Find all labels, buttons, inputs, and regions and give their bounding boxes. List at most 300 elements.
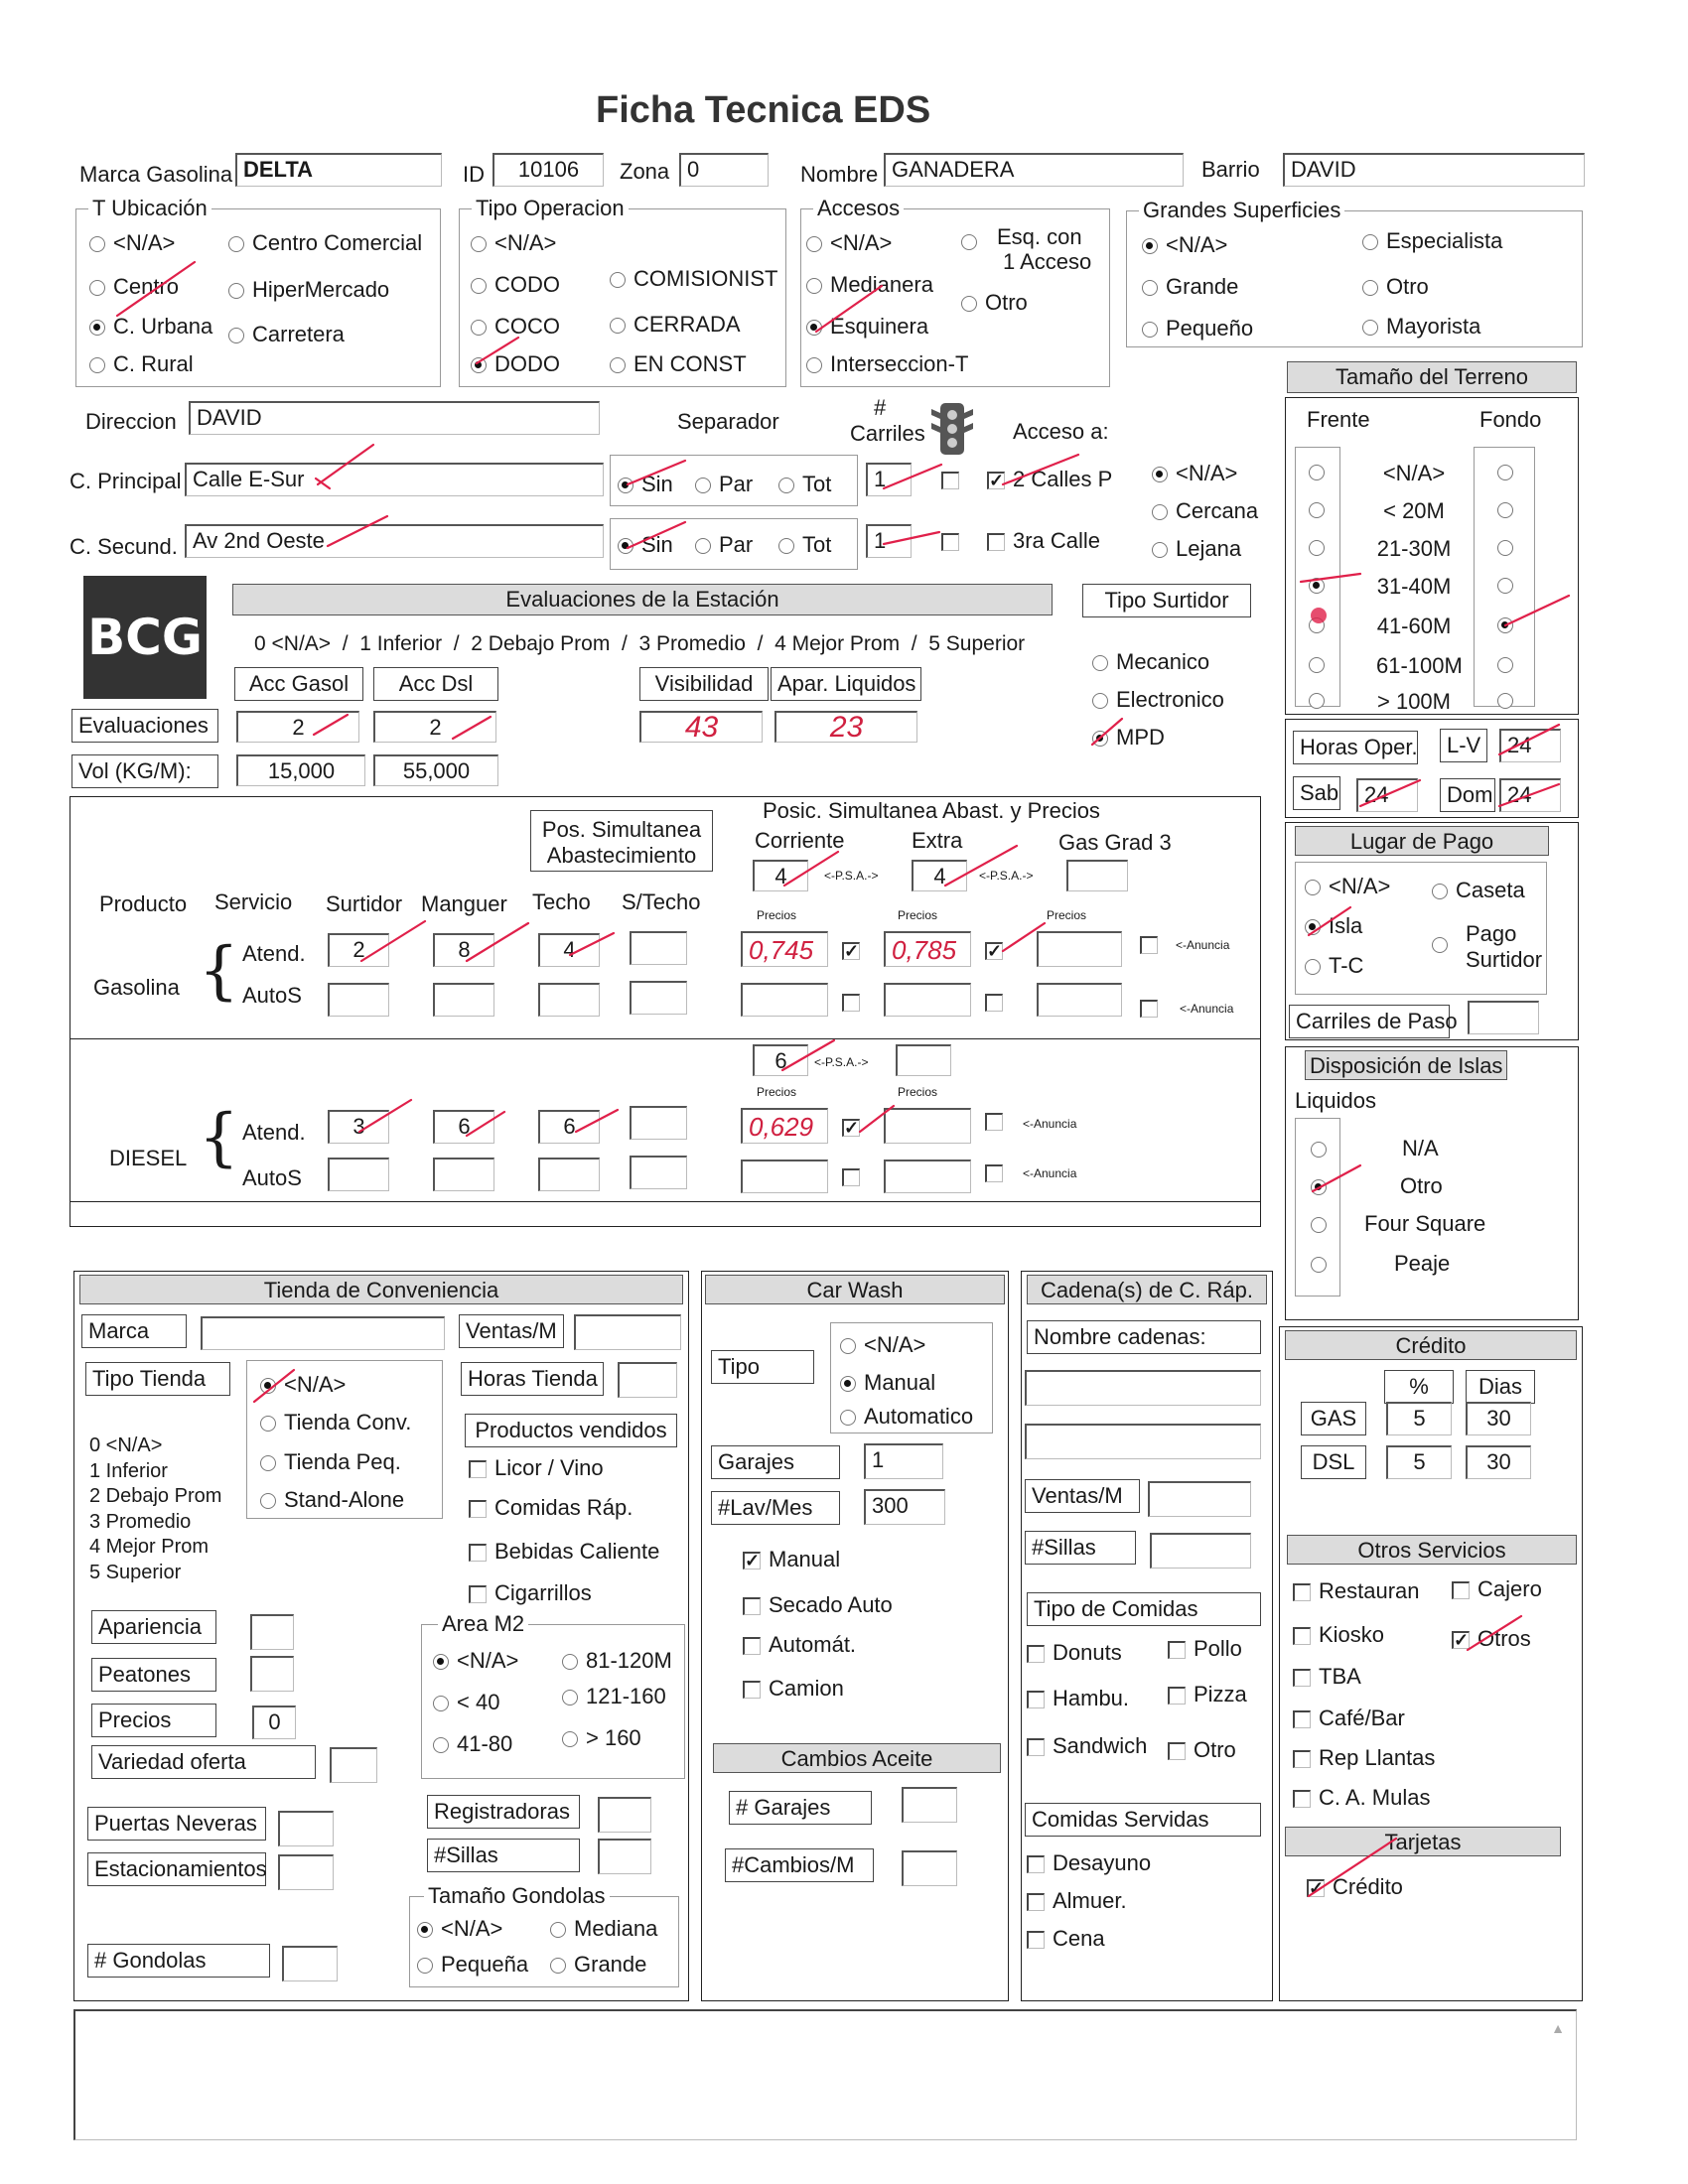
operacion-title: Tipo Operacion <box>472 198 629 219</box>
direccion-label: Direccion <box>85 409 177 434</box>
dom-label: Dom <box>1440 778 1495 812</box>
servicio-col: Servicio <box>214 889 293 914</box>
accesos-na[interactable]: <N/A> <box>806 232 892 254</box>
pago-na[interactable]: <N/A> <box>1305 876 1390 897</box>
servida-desayuno[interactable]: Desayuno <box>1027 1852 1151 1874</box>
diesel-label: DIESEL <box>109 1146 188 1170</box>
acceso-a-label: Acceso a: <box>1013 419 1109 444</box>
operacion-na[interactable]: <N/A> <box>471 232 556 254</box>
notes-textarea[interactable] <box>73 2009 1577 2140</box>
grandes-mayorista[interactable]: Mayorista <box>1362 316 1480 338</box>
comida-otro[interactable]: Otro <box>1168 1739 1236 1761</box>
operacion-cerrada[interactable]: CERRADA <box>610 314 741 336</box>
tipo-tienda-na[interactable]: <N/A> <box>260 1374 346 1396</box>
id-field[interactable]: 10106 <box>492 153 604 187</box>
marca-field[interactable]: DELTA <box>235 153 442 187</box>
pago-caseta[interactable]: Caseta <box>1432 880 1525 901</box>
terreno-header: Tamaño del Terreno <box>1287 361 1577 393</box>
operacion-coco[interactable]: COCO <box>471 316 560 338</box>
cadenas-sillas-field[interactable] <box>1150 1533 1251 1569</box>
prod-cigarrillos[interactable]: Cigarrillos <box>469 1582 592 1604</box>
terreno-row-label-6: > 100M <box>1377 689 1451 714</box>
extra-label: Extra <box>912 828 963 853</box>
horas-oper-label: Horas Oper. <box>1293 731 1418 764</box>
terreno-frente-radio-5[interactable] <box>1309 653 1333 675</box>
grandes-title: Grandes Superficies <box>1139 200 1344 221</box>
carwash-check-automat[interactable]: Automát. <box>743 1634 856 1656</box>
grandes-otro[interactable]: Otro <box>1362 276 1429 298</box>
tienda-marca-field[interactable] <box>201 1316 445 1350</box>
terreno-fondo-radio-1[interactable] <box>1497 498 1521 520</box>
area-121-160[interactable]: 121-160 <box>562 1686 666 1707</box>
operacion-codo[interactable]: CODO <box>471 274 560 296</box>
carwash-lav-field[interactable]: 300 <box>864 1489 945 1525</box>
carwash-garajes-label: Garajes <box>711 1445 840 1479</box>
area-81-120[interactable]: 81-120M <box>562 1650 672 1672</box>
scrollbar-up-icon[interactable]: ▲ <box>1551 2020 1565 2036</box>
tienda-scale-item-3: 3 Promedio <box>89 1510 192 1533</box>
ubicacion-centro-comercial[interactable]: Centro Comercial <box>228 232 422 254</box>
psa-3: <-P.S.A.-> <box>814 1055 869 1069</box>
producto-divider-bottom <box>70 1201 1261 1202</box>
terreno-fondo-radio-0[interactable] <box>1497 461 1521 482</box>
pago-surtidor[interactable] <box>1432 933 1456 955</box>
d-atend-manguer[interactable]: 6 <box>433 1110 494 1144</box>
accesos-medianera[interactable]: Medianera <box>806 274 933 296</box>
precios-field[interactable]: 0 <box>252 1706 296 1739</box>
pago-header: Lugar de Pago <box>1295 826 1549 856</box>
d-atend-precio-2[interactable] <box>884 1108 971 1144</box>
tipo-tienda-label: Tipo Tienda <box>85 1362 230 1396</box>
islas-header: Disposición de Islas <box>1305 1050 1507 1080</box>
d-autos-label: AutoS <box>242 1165 302 1190</box>
lv-label: L-V <box>1440 729 1487 762</box>
d-atend-precio-1[interactable]: 0,629 <box>741 1108 828 1144</box>
g-autos-manguer[interactable] <box>433 983 494 1017</box>
precios-col-3: Precios <box>1047 908 1087 922</box>
servida-cena[interactable]: Cena <box>1027 1928 1105 1950</box>
id-label: ID <box>463 162 485 187</box>
terreno-fondo-radio-6[interactable] <box>1497 689 1521 711</box>
g-atend-anuncia-1[interactable]: ✓ <box>844 941 860 962</box>
accesos-title: Accesos <box>813 198 904 219</box>
terreno-fondo-radio-2[interactable] <box>1497 536 1521 558</box>
psa-2: <-P.S.A.-> <box>979 869 1034 883</box>
islas-na[interactable] <box>1311 1138 1335 1160</box>
d-anuncia-label-2: <-Anuncia <box>1023 1166 1077 1180</box>
accesos-otro[interactable]: Otro <box>961 292 1028 314</box>
accesos-esq-1-acceso[interactable] <box>961 230 985 252</box>
estacionamientos-label: Estacionamientos <box>87 1852 266 1886</box>
otros-cajero[interactable]: Cajero <box>1452 1578 1542 1600</box>
secund-tot[interactable]: Tot <box>778 534 831 556</box>
terreno-fondo-radio-4[interactable] <box>1497 614 1521 635</box>
credito-dsl-dias[interactable]: 30 <box>1466 1445 1531 1479</box>
otros-rep-llantas[interactable]: Rep Llantas <box>1293 1747 1435 1769</box>
apar-liquidos-field[interactable]: 23 <box>774 711 917 743</box>
d-autos-anuncia-2[interactable] <box>985 1161 1011 1183</box>
carwash-check-manual[interactable]: ✓ Manual <box>745 1547 841 1571</box>
zona-field[interactable]: 0 <box>679 153 769 187</box>
islas-peaje[interactable] <box>1311 1253 1335 1275</box>
tipo-tienda-peq[interactable]: Tienda Peq. <box>260 1451 401 1473</box>
gas-grad-field[interactable] <box>1066 860 1128 891</box>
tienda-header: Tienda de Conveniencia <box>79 1275 683 1304</box>
d-autos-precio-1[interactable] <box>741 1160 828 1193</box>
g-autos-anuncia-1[interactable] <box>842 991 868 1013</box>
bcg-logo: BCG <box>83 576 207 699</box>
nombre-cadenas-label: Nombre cadenas: <box>1027 1320 1261 1354</box>
secund-carriles-field[interactable]: 1 <box>866 524 912 558</box>
peatones-field[interactable] <box>250 1656 294 1692</box>
comida-hambu[interactable]: Hambu. <box>1027 1688 1129 1709</box>
c-principal-field[interactable]: Calle E-Sur <box>185 463 604 496</box>
principal-carriles-check[interactable] <box>941 469 967 490</box>
d-precios-col-1: Precios <box>757 1085 797 1099</box>
ubicacion-title: T Ubicación <box>88 198 211 219</box>
productos-vendidos-label: Productos vendidos <box>465 1414 677 1447</box>
acceso-lejana[interactable]: Lejana <box>1152 538 1241 560</box>
credito-gas-dias[interactable]: 30 <box>1466 1402 1531 1435</box>
gondolas-pequena[interactable]: Pequeña <box>417 1954 528 1976</box>
accesos-1acceso-label: 1 Acceso <box>1003 249 1092 274</box>
carwash-check-secado[interactable]: Secado Auto <box>743 1594 893 1616</box>
g-anuncia-label-2: <-Anuncia <box>1180 1002 1234 1016</box>
g-atend-anuncia-3[interactable] <box>1140 933 1166 955</box>
d-atend-stecho[interactable] <box>630 1106 687 1140</box>
evaluaciones-header: Evaluaciones de la Estación <box>232 584 1053 615</box>
diesel-brace: { <box>199 1101 239 1174</box>
otros-cafe-bar[interactable]: Café/Bar <box>1293 1707 1405 1729</box>
tres-calle-check[interactable]: 3ra Calle <box>987 530 1100 552</box>
secund-sin[interactable]: Sin <box>618 534 673 556</box>
principal-par[interactable]: Par <box>695 474 753 495</box>
precios-label: Precios <box>91 1704 216 1737</box>
num-gondolas-label: # Gondolas <box>87 1944 270 1978</box>
corriente-label: Corriente <box>755 828 845 853</box>
num-gondolas-field[interactable] <box>282 1946 338 1981</box>
precios-col-1: Precios <box>757 908 797 922</box>
terreno-frente-radio-3[interactable] <box>1309 574 1333 596</box>
d-pos-field-2[interactable] <box>896 1044 951 1076</box>
area-title: Area M2 <box>438 1613 528 1635</box>
comida-sandwich[interactable]: Sandwich <box>1027 1735 1147 1757</box>
comida-donuts[interactable]: Donuts <box>1027 1642 1122 1664</box>
nombre-field[interactable]: GANADERA <box>884 153 1184 187</box>
comida-pollo[interactable]: Pollo <box>1168 1638 1242 1660</box>
terreno-row-label-5: 61-100M <box>1376 653 1463 678</box>
eval-gasol-field[interactable]: 2 <box>236 711 359 743</box>
carriles-label: Carriles <box>850 421 925 446</box>
area-gt-160[interactable]: > 160 <box>562 1727 641 1749</box>
carwash-manual[interactable]: Manual <box>840 1372 935 1394</box>
g-atend-surtidor[interactable]: 2 <box>328 933 389 967</box>
c-secund-field[interactable]: Av 2nd Oeste <box>185 524 604 558</box>
d-pos-field[interactable]: 6 <box>753 1044 808 1076</box>
acceso-na[interactable]: <N/A> <box>1152 463 1237 484</box>
area-na[interactable]: <N/A> <box>433 1650 518 1672</box>
tipo-tienda-stand-alone[interactable]: Stand-Alone <box>260 1489 404 1511</box>
marca-label: Marca Gasolina <box>79 162 233 187</box>
evaluaciones-scale: 0 <N/A> / 1 Inferior / 2 Debajo Prom / 3 Promedio / 4 Mejor Prom / 5 Superior <box>254 632 1026 655</box>
d-autos-stecho[interactable] <box>630 1156 687 1189</box>
g-autos-anuncia-2[interactable] <box>985 991 1011 1013</box>
registradoras-field[interactable] <box>598 1797 651 1833</box>
carwash-check-camion[interactable]: Camion <box>743 1678 844 1700</box>
aceite-garajes-label: # Garajes <box>729 1791 872 1825</box>
vol-gasol-field[interactable]: 15,000 <box>236 754 365 786</box>
d-anuncia-label-1: <-Anuncia <box>1023 1117 1077 1131</box>
islas-four-square[interactable] <box>1311 1213 1335 1235</box>
pago-surtidor-label1: Pago <box>1466 921 1517 946</box>
terreno-frente-radio-1[interactable] <box>1309 498 1333 520</box>
corriente-field[interactable]: 4 <box>753 860 808 891</box>
g-autos-precio-2[interactable] <box>884 983 971 1017</box>
tarjetas-credito[interactable]: ✓ Crédito <box>1309 1874 1403 1899</box>
posic-label: Posic. Simultanea Abast. y Precios <box>763 798 1100 823</box>
pago-tc[interactable]: T-C <box>1305 955 1363 977</box>
nombre-label: Nombre <box>800 162 879 187</box>
pago-isla[interactable]: Isla <box>1305 915 1362 937</box>
variedad-field[interactable] <box>330 1747 377 1783</box>
gondolas-grande[interactable]: Grande <box>550 1954 646 1976</box>
tienda-marca-label: Marca <box>81 1314 187 1348</box>
ubicacion-carretera[interactable]: Carretera <box>228 324 345 345</box>
pago-surtidor-label2: Surtidor <box>1466 947 1543 972</box>
puertas-field[interactable] <box>278 1811 334 1846</box>
prod-bebidas[interactable]: Bebidas Caliente <box>469 1541 659 1563</box>
terreno-row-label-2: 21-30M <box>1376 536 1452 561</box>
d-atend-techo[interactable]: 6 <box>538 1110 600 1144</box>
area-lt-40[interactable]: < 40 <box>433 1692 499 1713</box>
islas-peaje-label: Peaje <box>1394 1251 1451 1276</box>
terreno-frente-radio-2[interactable] <box>1309 536 1333 558</box>
terreno-row-label-4: 41-60M <box>1376 614 1452 638</box>
g-autos-anuncia-3[interactable] <box>1140 997 1166 1019</box>
carwash-header: Car Wash <box>705 1275 1005 1304</box>
tienda-scale-item-4: 4 Mejor Prom <box>89 1536 210 1558</box>
d-autos-manguer[interactable] <box>433 1158 494 1191</box>
grandes-pequeno[interactable]: Pequeño <box>1142 318 1253 340</box>
tarjetas-header: Tarjetas <box>1285 1827 1561 1856</box>
secund-par[interactable]: Par <box>695 534 753 556</box>
tienda-sillas-label: #Sillas <box>427 1839 580 1872</box>
g-atend-stecho[interactable] <box>630 931 687 965</box>
horas-tienda-field[interactable] <box>618 1362 677 1398</box>
principal-tot[interactable]: Tot <box>778 474 831 495</box>
tienda-scale-item-5: 5 Superior <box>89 1561 182 1583</box>
area-41-80[interactable]: 41-80 <box>433 1733 512 1755</box>
carwash-automatico[interactable]: Automatico <box>840 1406 973 1428</box>
carriles-hash: # <box>874 395 887 420</box>
cadenas-sillas-label: #Sillas <box>1025 1531 1136 1565</box>
g-atend-techo[interactable]: 4 <box>538 933 600 967</box>
prod-licor[interactable]: Licor / Vino <box>469 1457 604 1479</box>
cadenas-ventas-field[interactable] <box>1148 1481 1251 1517</box>
secund-carriles-check[interactable] <box>941 530 967 552</box>
ubicacion-na[interactable]: <N/A> <box>89 232 175 254</box>
eval-dsl-field[interactable]: 2 <box>373 711 496 743</box>
estacionamientos-field[interactable] <box>278 1854 334 1890</box>
acceso-cercana[interactable]: Cercana <box>1152 500 1258 522</box>
lv-field[interactable]: 24 <box>1499 729 1561 762</box>
dom-field[interactable]: 24 <box>1499 778 1561 812</box>
producto-col: Producto <box>99 891 188 916</box>
otros-restauran[interactable]: Restauran <box>1293 1580 1420 1602</box>
ubicacion-centro[interactable]: Centro <box>89 276 179 298</box>
terreno-frente-radio-6[interactable] <box>1309 689 1333 711</box>
dos-calles-check[interactable]: ✓ 2 Calles P <box>989 467 1113 491</box>
pos-sim-line1: Pos. Simultanea <box>541 817 702 842</box>
stecho-col: S/Techo <box>622 889 701 914</box>
precios-col-2: Precios <box>898 908 938 922</box>
credito-gas-label: GAS <box>1301 1402 1366 1435</box>
barrio-field[interactable]: DAVID <box>1283 153 1585 187</box>
terreno-row-label-0: <N/A> <box>1382 461 1446 485</box>
d-autos-techo[interactable] <box>538 1158 600 1191</box>
carwash-na[interactable]: <N/A> <box>840 1334 925 1356</box>
pos-sim-line2: Abastecimiento <box>546 843 697 868</box>
aceite-garajes-field[interactable] <box>902 1787 957 1823</box>
principal-sin[interactable]: Sin <box>618 474 673 495</box>
terreno-fondo-radio-3[interactable] <box>1497 574 1521 596</box>
apariencia-field[interactable] <box>250 1614 294 1650</box>
g-autos-stecho[interactable] <box>630 981 687 1015</box>
direccion-field[interactable]: DAVID <box>189 401 600 435</box>
d-atend-anuncia-2[interactable] <box>985 1110 1011 1132</box>
otros-tba[interactable]: TBA <box>1293 1666 1361 1688</box>
traffic-light-icon <box>929 401 975 457</box>
puertas-label: Puertas Neveras <box>87 1807 266 1841</box>
aceite-header: Cambios Aceite <box>713 1743 1001 1773</box>
gasolina-brace: { <box>199 934 239 1008</box>
grandes-especialista[interactable]: Especialista <box>1362 230 1502 252</box>
ubicacion-hipermercado[interactable]: HiperMercado <box>228 279 389 301</box>
gondolas-mediana[interactable]: Mediana <box>550 1918 657 1940</box>
terreno-frente-radio-4[interactable] <box>1309 614 1333 635</box>
operacion-dodo[interactable]: DODO <box>471 353 560 375</box>
g-atend-anuncia-2[interactable]: ✓ <box>987 941 1003 962</box>
operacion-comisionist[interactable]: COMISIONIST <box>610 268 777 290</box>
carwash-lav-label: #Lav/Mes <box>711 1491 840 1525</box>
visibilidad-field[interactable]: 43 <box>639 711 763 743</box>
aceite-cambios-field[interactable] <box>902 1850 957 1886</box>
ubicacion-c-rural[interactable]: C. Rural <box>89 353 194 375</box>
g-autos-techo[interactable] <box>538 983 600 1017</box>
sab-field[interactable]: 24 <box>1356 778 1418 812</box>
d-autos-anuncia-1[interactable] <box>842 1165 868 1187</box>
credito-pct-label: % <box>1384 1370 1454 1404</box>
evaluaciones-label: Evaluaciones <box>71 709 218 743</box>
d-atend-surtidor[interactable]: 3 <box>328 1110 389 1144</box>
credito-header: Crédito <box>1285 1330 1577 1360</box>
form-title: Ficha Tecnica EDS <box>596 89 931 131</box>
otros-otros[interactable]: ✓ Otros <box>1454 1626 1531 1651</box>
prod-comidas[interactable]: Comidas Ráp. <box>469 1497 633 1519</box>
accesos-esquinera[interactable]: Esquinera <box>806 316 928 338</box>
d-precios-col-2: Precios <box>898 1085 938 1099</box>
visibilidad-label: Visibilidad <box>639 667 769 701</box>
psa-1: <-P.S.A.-> <box>824 869 879 883</box>
peatones-label: Peatones <box>91 1658 216 1692</box>
credito-dsl-pct[interactable]: 5 <box>1386 1445 1452 1479</box>
carriles-paso-field[interactable] <box>1468 1001 1539 1034</box>
comidas-servidas-label: Comidas Servidas <box>1025 1803 1261 1837</box>
ubicacion-c-urbana[interactable]: C. Urbana <box>89 316 212 338</box>
g-atend-precio-1[interactable]: 0,745 <box>741 931 828 967</box>
tienda-scale-item-0: 0 <N/A> <box>89 1434 163 1456</box>
tienda-scale-item-2: 2 Debajo Prom <box>89 1485 222 1507</box>
g-atend-precio-3[interactable] <box>1037 931 1122 967</box>
carwash-tipo-label: Tipo <box>711 1350 814 1384</box>
surtidor-mecanico[interactable]: Mecanico <box>1092 651 1209 673</box>
cadenas-field-2[interactable] <box>1025 1424 1261 1459</box>
gondolas-title: Tamaño Gondolas <box>424 1885 610 1907</box>
gondolas-na[interactable]: <N/A> <box>417 1918 502 1940</box>
cadenas-header: Cadena(s) de C. Ráp. <box>1027 1275 1267 1304</box>
grandes-na[interactable]: <N/A> <box>1142 234 1227 256</box>
terreno-frente-radio-0[interactable] <box>1309 461 1333 482</box>
g-atend-precio-2[interactable]: 0,785 <box>884 931 971 967</box>
zona-label: Zona <box>620 159 670 184</box>
aceite-cambios-label: #Cambios/M <box>725 1848 874 1882</box>
vol-dsl-field[interactable]: 55,000 <box>373 754 498 786</box>
d-autos-precio-2[interactable] <box>884 1160 971 1193</box>
sab-label: Sab <box>1293 776 1340 810</box>
islas-na-label: N/A <box>1402 1136 1439 1160</box>
otros-ca-mulas[interactable]: C. A. Mulas <box>1293 1787 1430 1809</box>
otros-header: Otros Servicios <box>1287 1535 1577 1565</box>
operacion-en-const[interactable]: EN CONST <box>610 353 747 375</box>
d-autos-surtidor[interactable] <box>328 1158 389 1191</box>
accesos-interseccion-t[interactable]: Interseccion-T <box>806 353 968 375</box>
credito-gas-pct[interactable]: 5 <box>1386 1402 1452 1435</box>
cadenas-field-1[interactable] <box>1025 1370 1261 1406</box>
terreno-frente-label: Frente <box>1307 407 1370 432</box>
g-atend-manguer[interactable]: 8 <box>433 933 494 967</box>
surtidor-col: Surtidor <box>326 891 403 916</box>
tienda-ventas-field[interactable] <box>574 1314 681 1350</box>
comida-pizza[interactable]: Pizza <box>1168 1684 1247 1706</box>
terreno-fondo-radio-5[interactable] <box>1497 653 1521 675</box>
accesos-esq-label: Esq. con <box>997 224 1082 249</box>
g-autos-precio-3[interactable] <box>1037 983 1122 1017</box>
principal-carriles-field[interactable]: 1 <box>866 463 912 496</box>
surtidor-electronico[interactable]: Electronico <box>1092 689 1224 711</box>
producto-divider <box>70 1038 1261 1039</box>
apar-liquidos-label: Apar. Liquidos <box>771 667 921 701</box>
apariencia-label: Apariencia <box>91 1610 216 1644</box>
tipo-comidas-label: Tipo de Comidas <box>1027 1592 1261 1626</box>
d-atend-anuncia-1[interactable]: ✓ <box>844 1118 860 1139</box>
credito-dias-label: Dias <box>1466 1370 1535 1404</box>
vol-label: Vol (KG/M): <box>71 754 218 788</box>
surtidor-mpd[interactable]: MPD <box>1092 727 1165 749</box>
g-autos-label: AutoS <box>242 983 302 1008</box>
otros-kiosko[interactable]: Kiosko <box>1293 1624 1384 1646</box>
extra-field[interactable]: 4 <box>912 860 967 891</box>
tienda-sillas-field[interactable] <box>598 1839 651 1874</box>
tipo-tienda-conv[interactable]: Tienda Conv. <box>260 1412 411 1433</box>
g-anuncia-label-1: <-Anuncia <box>1176 938 1230 952</box>
g-autos-precio-1[interactable] <box>741 983 828 1017</box>
servida-almuer[interactable]: Almuer. <box>1027 1890 1127 1912</box>
grandes-grande[interactable]: Grande <box>1142 276 1238 298</box>
cadenas-ventas-label: Ventas/M <box>1025 1479 1140 1513</box>
carwash-garajes-field[interactable]: 1 <box>864 1443 943 1479</box>
g-autos-surtidor[interactable] <box>328 983 389 1017</box>
islas-otro[interactable] <box>1311 1175 1335 1197</box>
